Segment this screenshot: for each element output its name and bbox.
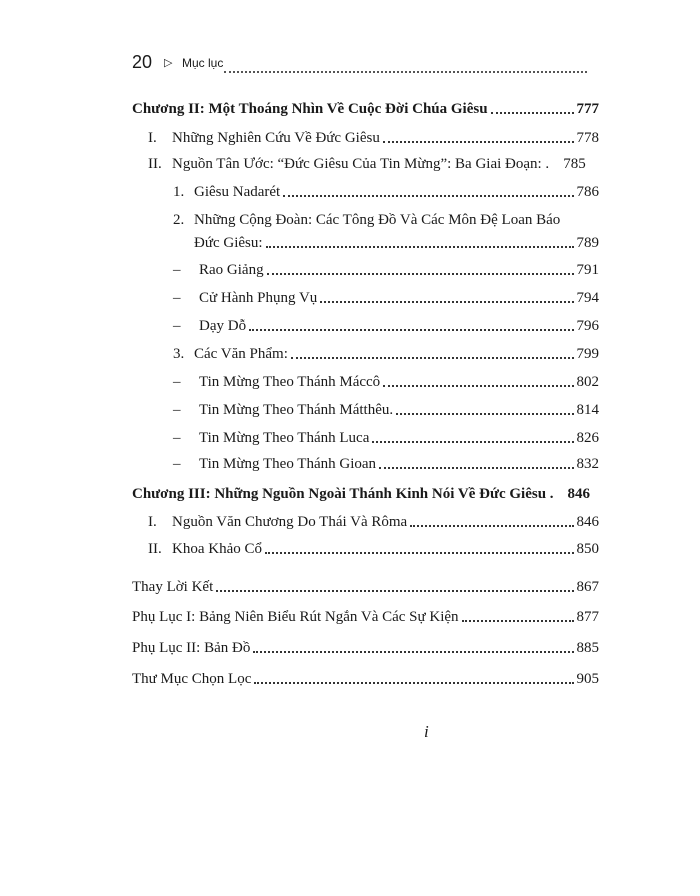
toc-entry-appendix-1[interactable] xyxy=(132,605,599,627)
toc-entry-writings[interactable] xyxy=(173,342,599,364)
toc-entry-new-testament-source[interactable] xyxy=(148,152,599,174)
dash-marker: – xyxy=(173,318,181,334)
toc-entry-communities[interactable] xyxy=(194,231,599,253)
toc-entry-page: 846 xyxy=(576,514,599,530)
triangle-arrow-icon: ▷ xyxy=(164,56,173,69)
toc-entry-page: 786 xyxy=(576,184,599,200)
toc-entry-page: 802 xyxy=(576,374,599,390)
toc-entry-page: 877 xyxy=(576,609,599,625)
toc-entry-page: 778 xyxy=(576,130,599,146)
section-title: Mục lục xyxy=(182,56,224,70)
dot-leader xyxy=(383,385,573,387)
dash-marker: – xyxy=(173,290,181,306)
running-header xyxy=(132,52,587,76)
toc-entry-research-on-jesus[interactable] xyxy=(148,126,599,148)
toc-entry-label: Đức Giêsu: xyxy=(194,235,263,251)
toc-entry-label: Các Văn Phẩm: xyxy=(194,346,288,362)
dot-leader xyxy=(267,273,574,275)
toc-entry-number: 3. xyxy=(173,346,185,362)
toc-entry-number: II. xyxy=(148,541,162,557)
toc-entry-label: Những Cộng Đoàn: Các Tông Đồ Và Các Môn Đệ Loan Báo xyxy=(194,212,561,228)
toc-entry-archaeology[interactable] xyxy=(148,537,599,559)
toc-entry-label: Tin Mừng Theo Thánh Mátthêu. xyxy=(199,402,394,418)
dot-leader xyxy=(491,112,574,114)
dot-leader xyxy=(283,195,573,197)
dash-marker: – xyxy=(173,262,181,278)
toc-entry-teaching[interactable] xyxy=(173,314,599,336)
toc-entry-gospel-mark[interactable] xyxy=(173,370,599,392)
toc-entry-appendix-2[interactable] xyxy=(132,636,599,658)
toc-entry-liturgy[interactable] xyxy=(173,286,599,308)
toc-entry-page: 785 xyxy=(563,156,586,172)
toc-entry-page: 791 xyxy=(576,262,599,278)
dot-leader xyxy=(372,441,573,443)
toc-entry-label: Chương II: Một Thoáng Nhìn Về Cuộc Đời Chúa Giêsu xyxy=(132,101,488,117)
dot-leader xyxy=(410,525,573,527)
dot-leader xyxy=(379,467,573,469)
toc-entry-label: Phụ Lục I: Bảng Niên Biểu Rút Ngắn Và Các Sự Kiện xyxy=(132,609,459,625)
toc-entry-page: 846 xyxy=(567,486,591,502)
page-number: 20 xyxy=(132,52,153,72)
toc-entry-page: 826 xyxy=(576,430,599,446)
toc-entry-label: Nguồn Tân Ước: “Đức Giêsu Của Tin Mừng”: Ba Giai Đoạn: . xyxy=(172,156,550,172)
toc-entry-label: Tin Mừng Theo Thánh Gioan xyxy=(199,456,377,472)
dot-leader xyxy=(265,552,574,554)
toc-entry-label: Chương III: Những Nguồn Ngoài Thánh Kinh Nói Về Đức Giêsu . xyxy=(132,486,554,502)
toc-entry-communities-line1[interactable] xyxy=(173,210,560,230)
toc-entry-number: 2. xyxy=(173,212,185,228)
toc-entry-label: Những Nghiên Cứu Về Đức Giêsu xyxy=(172,130,380,146)
toc-entry-page: 789 xyxy=(576,235,599,251)
toc-entry-page: 796 xyxy=(576,318,599,334)
toc-entry-jewish-roman-sources[interactable] xyxy=(148,510,599,532)
dash-marker: – xyxy=(173,402,181,418)
dot-leader xyxy=(253,651,573,653)
dot-leader xyxy=(249,329,573,331)
toc-entry-jesus-nazareth[interactable] xyxy=(173,180,599,202)
dash-marker: – xyxy=(173,374,181,390)
toc-entry-page: 777 xyxy=(576,101,599,117)
dot-leader xyxy=(383,141,574,143)
toc-entry-label: Dạy Dỗ xyxy=(199,318,247,334)
toc-entry-label: Nguồn Văn Chương Do Thái Và Rôma xyxy=(172,514,408,530)
dot-leader xyxy=(216,590,573,592)
dot-leader xyxy=(291,357,574,359)
dot-leader xyxy=(462,620,574,622)
toc-entry-bibliography[interactable] xyxy=(132,667,599,689)
toc-entry-gospel-john[interactable] xyxy=(173,452,599,474)
dot-leader xyxy=(320,301,573,303)
toc-entry-preaching[interactable] xyxy=(173,258,599,280)
toc-entry-number: I. xyxy=(148,514,157,530)
toc-entry-page: 832 xyxy=(576,456,599,472)
dot-leader xyxy=(266,246,574,248)
header-dotted-rule xyxy=(224,71,587,73)
toc-entry-label: Thay Lời Kết xyxy=(132,579,214,595)
toc-entry-chapter-2[interactable] xyxy=(132,97,599,119)
toc-entry-label: Thư Mục Chọn Lọc xyxy=(132,671,252,687)
toc-entry-page: 814 xyxy=(576,402,599,418)
toc-entry-conclusion[interactable] xyxy=(132,575,599,597)
toc-entry-page: 794 xyxy=(576,290,599,306)
toc-entry-page: 799 xyxy=(576,346,599,362)
toc-entry-page: 885 xyxy=(576,640,599,656)
toc-entry-label: Rao Giảng xyxy=(199,262,264,278)
toc-entry-number: II. xyxy=(148,156,162,172)
toc-entry-page: 905 xyxy=(576,671,599,687)
toc-entry-gospel-matthew[interactable] xyxy=(173,398,599,420)
footer-mark: i xyxy=(424,722,429,741)
toc-entry-label: Khoa Khảo Cổ xyxy=(172,541,262,557)
toc-entry-label: Giêsu Nadarét xyxy=(194,184,281,200)
dot-leader xyxy=(254,682,573,684)
toc-entry-chapter-3[interactable] xyxy=(132,482,599,504)
toc-entry-label: Cử Hành Phụng Vụ xyxy=(199,290,318,306)
toc-entry-page: 867 xyxy=(576,579,599,595)
toc-entry-label: Tin Mừng Theo Thánh Máccô xyxy=(199,374,381,390)
dash-marker: – xyxy=(173,430,181,446)
toc-entry-number: 1. xyxy=(173,184,185,200)
toc-entry-label: Tin Mừng Theo Thánh Luca xyxy=(199,430,370,446)
toc-entry-label: Phụ Lục II: Bản Đồ xyxy=(132,640,251,656)
toc-entry-page: 850 xyxy=(576,541,599,557)
toc-entry-number: I. xyxy=(148,130,157,146)
dot-leader xyxy=(396,413,573,415)
dash-marker: – xyxy=(173,456,181,472)
toc-entry-gospel-luke[interactable] xyxy=(173,426,599,448)
